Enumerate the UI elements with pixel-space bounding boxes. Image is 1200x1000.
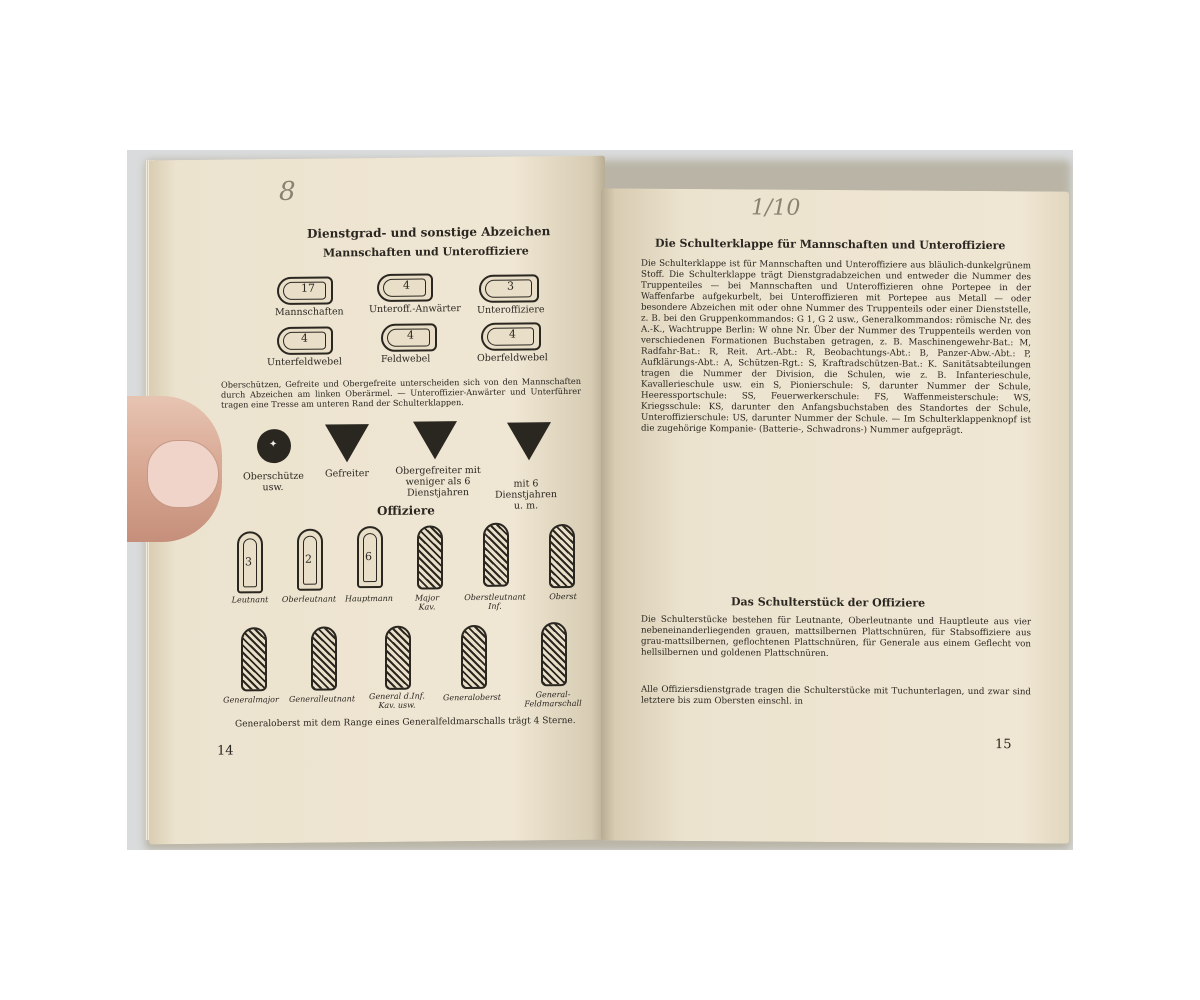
page-number: 14 <box>217 743 234 759</box>
paragraph: Alle Offiziersdienstgrade tragen die Schulterstücke mit Tuchunterlagen, und zwar sind letztere bis zum Obersten einschl. in <box>641 684 1031 707</box>
shoulder-strap: 3 <box>479 274 539 303</box>
general-strap <box>311 626 337 690</box>
rank-label: Feldwebel <box>381 353 431 365</box>
general-label: Generaloberst <box>443 692 501 703</box>
page-subtitle: Mannschaften und Unteroffiziere <box>323 244 529 260</box>
paragraph: Die Schulterklappe ist für Mannschaften und Unteroffiziere aus bläulich-dunkelgrünem Stoff. Die Schulterklappe trägt Dienstgradabzeichen und entweder die Nummer des Truppenteiles — bei Mannschaften und Unteroffizieren ohne Portepee in der Waffenfarbe aufgekurbelt, bei Unteroffizieren mit Portepee aus Metall — oder besondere Abzeichen mit oder ohne Nummer des Truppenteils oder einer Dienststelle, z. B. bei den Gruppenkommandos: G 1, G 2 usw., Generalkommandos: römische Nr. des A.-K., Wachtruppe Berlin: W ohne Nr. Über der Nummer des Truppenteils werden von verschiedenen Formationen Buchstaben getragen, z. B. Maschinengewehr-Bat.: M, Radfahr-Bat.: R, Reit. Art.-Abt.: R, Beobachtungs-Abt.: B, Panzer-Abw.-Abt.: P, Aufklärungs-Abt.: A, Schützen-Rgt.: S, Kraftradschützen-Bat.: K. Sanitätsabteilungen tragen die Nummer der Division, die Schulen, wie z. B. Infanterieschule, Kavallerieschule usw. ein S, Pionierschule: S, darunter Nummer der Schule, Heeressportschule: SS, Feuerwerkerschule: FS, Waffenmeisterschule: WS, Kriegsschule: KS, darunter den Anfangsbuchstaben des Standortes der Schule, Unteroffizierschule: US, darunter Nummer der Schule. — Im Schulterklappenknopf ist die zugehörige Kompanie- (Batterie-, Schwadrons-) Nummer aufgeprägt. <box>641 258 1031 436</box>
pencil-mark: 1/10 <box>751 195 801 221</box>
sleeve-label: mit 6 Dienstjahren u. m. <box>494 478 558 512</box>
general-label: General d.Inf. Kav. usw. <box>369 691 425 710</box>
shoulder-strap: 17 <box>277 276 333 305</box>
general-label: Generalmajor <box>223 695 279 705</box>
officer-strap: 3 <box>237 531 263 593</box>
officer-label: Oberleutnant <box>281 594 337 604</box>
thumbnail <box>147 440 219 508</box>
general-strap <box>241 627 267 691</box>
officer-strap-braided <box>417 525 443 589</box>
officer-strap: 2 <box>297 529 323 591</box>
section-heading: Das Schulterstück der Offiziere <box>731 595 926 610</box>
rank-label: Unteroff.-Anwärter <box>369 303 461 316</box>
sleeve-label: Obergefreiter mit weniger als 6 Dienstjahren <box>395 464 481 499</box>
shoulder-strap: 4 <box>377 273 433 302</box>
paragraph: Die Schulterstücke bestehen für Leutnante, Oberleutnante und Hauptleute aus vier nebeneinanderliegenden grauen, mattsilbernen Plattschnüren, für Stabsoffiziere aus grau-mattsilbernen, geflochtenen Plattschnüren, für Generale aus einem Geflecht von hellsilbernen und goldenen Plattschnüren. <box>641 614 1031 659</box>
right-page <box>601 188 1069 843</box>
sleeve-label: Oberschütze usw. <box>243 470 304 494</box>
officer-label: Oberstleutnant Inf. <box>464 592 526 611</box>
general-label: Generalleutnant <box>288 694 356 704</box>
shoulder-strap: 4 <box>277 326 333 355</box>
officer-strap-braided <box>483 523 509 587</box>
pencil-mark: 8 <box>279 176 296 208</box>
general-strap <box>461 625 487 689</box>
gefreiter-chevron <box>325 424 369 462</box>
officer-strap-braided <box>549 524 575 588</box>
officer-label: Oberst <box>549 591 577 602</box>
rank-label: Unterfeldwebel <box>267 356 342 369</box>
sleeve-label: Gefreiter <box>325 468 369 480</box>
rank-label: Unteroffiziere <box>477 304 545 316</box>
officer-strap: 6 <box>357 526 383 588</box>
obergefreiter-chevron <box>413 421 457 459</box>
shoulder-strap: 4 <box>481 322 541 351</box>
footnote: Generaloberst mit dem Range eines Generalfeldmarschalls trägt 4 Sterne. <box>235 715 576 730</box>
general-strap <box>385 626 411 690</box>
page-title: Dienstgrad- und sonstige Abzeichen <box>307 224 551 241</box>
officers-heading: Offiziere <box>377 503 435 518</box>
shoulder-strap: 4 <box>381 323 437 352</box>
general-strap <box>541 622 567 686</box>
photo-frame <box>127 150 1073 850</box>
page-number: 15 <box>995 737 1012 753</box>
oberschuetze-badge: ✦ <box>257 429 291 463</box>
officer-label: Major Kav. <box>414 593 440 612</box>
obergefreiter-6-chevron <box>507 422 551 460</box>
rank-label: Mannschaften <box>275 306 344 319</box>
officer-label: Leutnant <box>231 595 269 605</box>
general-label: General-Feldmarschall <box>524 689 582 709</box>
officer-label: Hauptmann <box>345 593 393 604</box>
rank-label: Oberfeldwebel <box>477 352 548 364</box>
section-heading: Die Schulterklappe für Mannschaften und Unteroffiziere <box>655 236 1006 253</box>
note-paragraph: Oberschützen, Gefreite und Obergefreite unterscheiden sich von den Mannschaften durch Abzeichen am linken Oberärmel. — Unteroffizier-Anwärter und Unterführer tragen eine Tresse am unteren Rand der Schulterklappen. <box>221 375 581 410</box>
